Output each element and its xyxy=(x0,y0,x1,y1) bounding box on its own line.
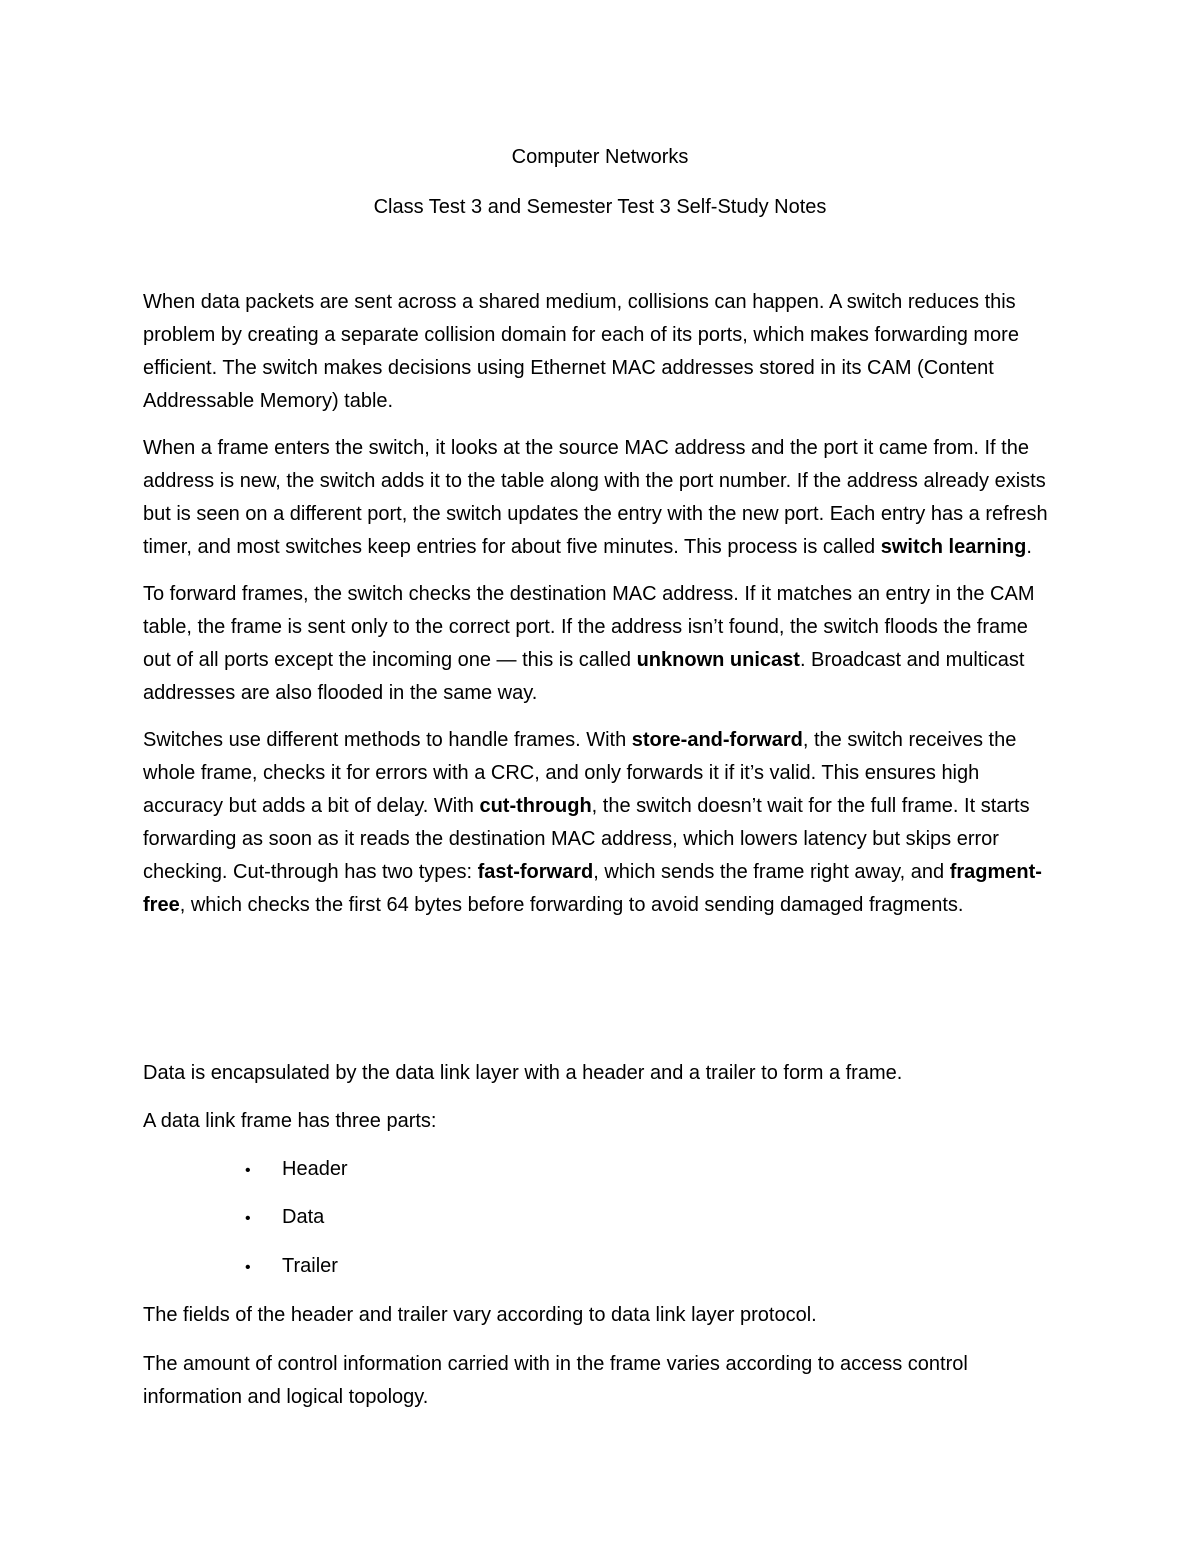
bullet-icon: • xyxy=(245,1259,251,1276)
paragraph-unknown-unicast xyxy=(143,578,1059,710)
term-cut-through: cut-through xyxy=(479,795,592,817)
paragraph-switch-learning xyxy=(143,432,1059,564)
fields-note: The fields of the header and trailer vary according to data link layer protocol. xyxy=(143,1304,817,1326)
paragraph-text: To forward frames, the switch checks the destination MAC address. If it matches an entry in the CAM table, the frame is sent only to the correct port. If the address isn’t found, the switch floods the frame out of all ports except the incoming one — this is called xyxy=(143,583,1035,671)
bullet-icon: • xyxy=(245,1162,251,1179)
paragraph-text: . xyxy=(1026,536,1032,558)
paragraph-text: Switches use different methods to handle frames. With xyxy=(143,729,632,751)
control-info-line-1: The amount of control information carried with in the frame varies according to access control xyxy=(143,1353,968,1375)
frame-parts-intro: A data link frame has three parts: xyxy=(143,1110,437,1132)
term-fast-forward: fast-forward xyxy=(477,861,594,883)
control-info-line-2: information and logical topology. xyxy=(143,1386,429,1408)
list-item-label: Data xyxy=(282,1206,325,1228)
bullet-icon: • xyxy=(245,1210,251,1227)
paragraph-text: , which sends the frame right away, and xyxy=(593,861,950,883)
document-title: Computer Networks xyxy=(511,146,689,168)
paragraph-text: . Broadcast and multicast addresses are also flooded in the same way. xyxy=(143,649,1025,704)
paragraph-text: , which checks the first 64 bytes before forwarding to avoid sending damaged fragments. xyxy=(179,894,964,916)
term-store-and-forward: store-and-forward xyxy=(631,729,803,751)
paragraph-text: , the switch receives the whole frame, checks it for errors with a CRC, and only forwards it if it’s valid. This ensures high accuracy but adds a bit of delay. With xyxy=(143,729,1017,817)
list-item xyxy=(245,1201,324,1235)
encapsulation-sentence: Data is encapsulated by the data link layer with a header and a trailer to form a frame. xyxy=(143,1062,903,1084)
list-item-label: Trailer xyxy=(282,1255,338,1277)
term-unknown-unicast: unknown unicast xyxy=(636,649,800,671)
paragraph-text: , the switch doesn’t wait for the full frame. It starts forwarding as soon as it reads the destination MAC address, which lowers latency but skips error checking. Cut-through has two types: xyxy=(143,795,1030,883)
term-switch-learning: switch learning xyxy=(880,536,1027,558)
paragraph-text: When a frame enters the switch, it looks at the source MAC address and the port it came from. If the address is new, the switch adds it to the table along with the port number. If the address already exists but is seen on a different port, the switch updates the entry with the new port. Each entry has a refresh timer, and most switches keep entries for about five minutes. This process is called xyxy=(143,437,1048,558)
list-item xyxy=(245,1153,348,1187)
paragraph-collision-domains: When data packets are sent across a shared medium, collisions can happen. A switch reduces this problem by creating a separate collision domain for each of its ports, which makes forwarding more efficient. The switch makes decisions using Ethernet MAC addresses stored in its CAM (Content Addressable Memory) table. xyxy=(143,291,1019,412)
list-item xyxy=(245,1250,338,1284)
list-item-label: Header xyxy=(282,1158,348,1180)
term-fragment-free: fragment-free xyxy=(143,861,1042,916)
paragraph-forwarding-methods xyxy=(143,724,1059,922)
document-subtitle: Class Test 3 and Semester Test 3 Self-Study Notes xyxy=(373,196,827,218)
notes-body xyxy=(143,286,1059,936)
